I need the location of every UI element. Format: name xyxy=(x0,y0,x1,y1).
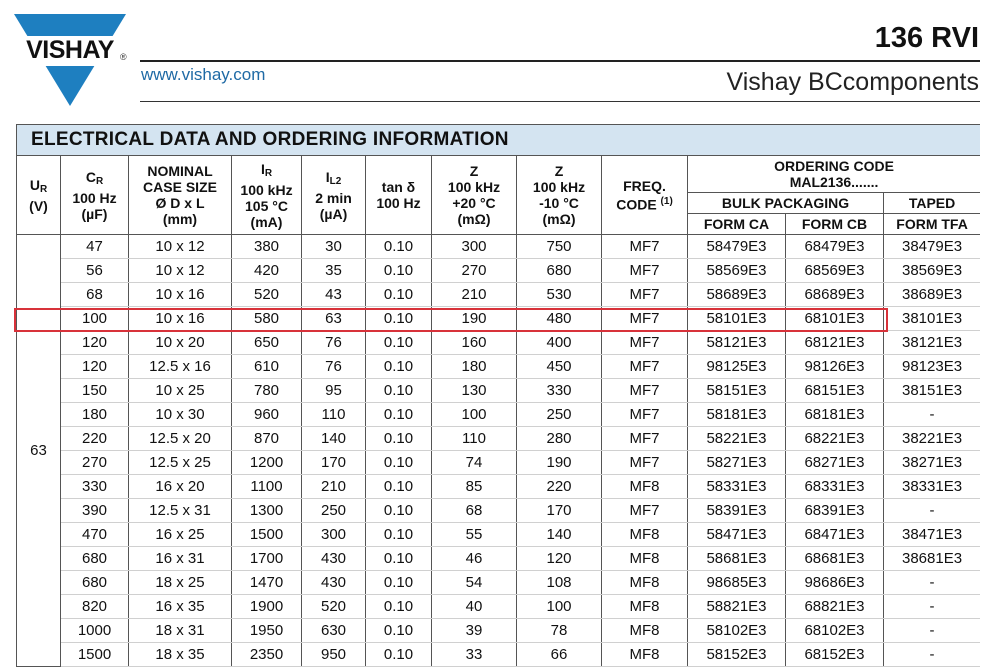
table-cell: 56 xyxy=(61,259,129,283)
table-cell: 68 xyxy=(432,499,517,523)
table-cell: 780 xyxy=(232,379,302,403)
table-cell: 40 xyxy=(432,595,517,619)
table-cell: 0.10 xyxy=(366,547,432,571)
table-cell: 300 xyxy=(432,235,517,259)
table-cell: 430 xyxy=(302,571,366,595)
table-row xyxy=(17,355,981,379)
table-cell: 0.10 xyxy=(366,283,432,307)
table-cell: 330 xyxy=(517,379,602,403)
table-cell: 38331E3 xyxy=(884,475,981,499)
table-body xyxy=(17,235,981,667)
table-cell: 330 xyxy=(61,475,129,499)
table-cell: 108 xyxy=(517,571,602,595)
table-cell: 0.10 xyxy=(366,619,432,643)
table-cell: 390 xyxy=(61,499,129,523)
table-cell: 18 x 31 xyxy=(129,619,232,643)
table-row xyxy=(17,307,981,331)
table-cell: 250 xyxy=(517,403,602,427)
table-cell: 68181E3 xyxy=(786,403,884,427)
electrical-data-table xyxy=(16,124,980,667)
table-cell: 950 xyxy=(302,643,366,667)
table-cell: - xyxy=(884,643,981,667)
table-cell: 300 xyxy=(302,523,366,547)
table-cell: 38101E3 xyxy=(884,307,981,331)
table-cell: 18 x 25 xyxy=(129,571,232,595)
table-cell: 58681E3 xyxy=(688,547,786,571)
table-cell: 680 xyxy=(61,571,129,595)
table-cell: 1200 xyxy=(232,451,302,475)
brand-logo-text: VISHAY xyxy=(26,36,114,64)
table-cell: 680 xyxy=(517,259,602,283)
table-cell: 580 xyxy=(232,307,302,331)
table-row xyxy=(17,427,981,451)
table-cell: - xyxy=(884,619,981,643)
table-cell: 68479E3 xyxy=(786,235,884,259)
table-cell: 120 xyxy=(61,355,129,379)
table-cell: MF7 xyxy=(602,451,688,475)
header-cr: $C_R$ 100 Hz (µF) xyxy=(61,156,129,235)
table-cell: 58271E3 xyxy=(688,451,786,475)
table-cell: 38121E3 xyxy=(884,331,981,355)
header-freq-code: FREQ. CODE $^{(1)}$ xyxy=(602,156,688,235)
table-cell: 68121E3 xyxy=(786,331,884,355)
table-cell: 10 x 16 xyxy=(129,283,232,307)
table-cell: 0.10 xyxy=(366,403,432,427)
electrical-data-table-container xyxy=(16,124,980,668)
table-cell: MF8 xyxy=(602,571,688,595)
table-cell: 0.10 xyxy=(366,523,432,547)
table-cell: 210 xyxy=(302,475,366,499)
table-row xyxy=(17,403,981,427)
table-cell: 55 xyxy=(432,523,517,547)
table-cell: 750 xyxy=(517,235,602,259)
table-cell: 960 xyxy=(232,403,302,427)
table-cell: 68102E3 xyxy=(786,619,884,643)
rated-voltage-cell: 63 xyxy=(17,235,61,667)
table-cell: 680 xyxy=(61,547,129,571)
table-cell: 650 xyxy=(232,331,302,355)
header-il2: $I_{L2}$ 2 min (µA) xyxy=(302,156,366,235)
table-cell: 250 xyxy=(302,499,366,523)
table-cell: MF7 xyxy=(602,499,688,523)
table-cell: 1900 xyxy=(232,595,302,619)
table-cell: 68221E3 xyxy=(786,427,884,451)
table-row xyxy=(17,283,981,307)
table-cell: 2350 xyxy=(232,643,302,667)
table-cell: 450 xyxy=(517,355,602,379)
table-row xyxy=(17,379,981,403)
header-form-tfa: FORM TFA xyxy=(884,214,981,235)
header-form-ca: FORM CA xyxy=(688,214,786,235)
table-cell: 30 xyxy=(302,235,366,259)
table-row xyxy=(17,523,981,547)
table-cell: 820 xyxy=(61,595,129,619)
table-cell: 520 xyxy=(232,283,302,307)
table-cell: - xyxy=(884,499,981,523)
table-row xyxy=(17,571,981,595)
table-cell: MF7 xyxy=(602,379,688,403)
table-cell: 170 xyxy=(302,451,366,475)
table-cell: 120 xyxy=(517,547,602,571)
table-cell: 58151E3 xyxy=(688,379,786,403)
table-cell: 85 xyxy=(432,475,517,499)
table-cell: 470 xyxy=(61,523,129,547)
table-cell: 10 x 16 xyxy=(129,307,232,331)
table-cell: 170 xyxy=(517,499,602,523)
table-cell: 480 xyxy=(517,307,602,331)
table-cell: 38271E3 xyxy=(884,451,981,475)
table-cell: 38471E3 xyxy=(884,523,981,547)
table-cell: 58102E3 xyxy=(688,619,786,643)
table-cell: 110 xyxy=(302,403,366,427)
header-ordering-code: ORDERING CODE MAL2136....... xyxy=(688,156,981,193)
table-cell: 10 x 25 xyxy=(129,379,232,403)
table-cell: 1500 xyxy=(61,643,129,667)
table-cell: 66 xyxy=(517,643,602,667)
table-cell: 0.10 xyxy=(366,235,432,259)
table-cell: 98685E3 xyxy=(688,571,786,595)
table-cell: 0.10 xyxy=(366,355,432,379)
website-link[interactable]: www.vishay.com xyxy=(141,65,266,84)
table-cell: 610 xyxy=(232,355,302,379)
table-cell: 68151E3 xyxy=(786,379,884,403)
table-cell: 98686E3 xyxy=(786,571,884,595)
table-cell: MF8 xyxy=(602,547,688,571)
table-cell: - xyxy=(884,595,981,619)
registered-mark: ® xyxy=(120,52,127,62)
header-rule xyxy=(140,60,980,62)
table-cell: 78 xyxy=(517,619,602,643)
table-cell: - xyxy=(884,571,981,595)
header-tan-delta: tan δ 100 Hz xyxy=(366,156,432,235)
table-cell: 1500 xyxy=(232,523,302,547)
table-cell: MF7 xyxy=(602,283,688,307)
table-cell: 0.10 xyxy=(366,475,432,499)
table-cell: 10 x 30 xyxy=(129,403,232,427)
table-cell: 0.10 xyxy=(366,259,432,283)
table-cell: 270 xyxy=(61,451,129,475)
table-cell: 68331E3 xyxy=(786,475,884,499)
table-cell: 58331E3 xyxy=(688,475,786,499)
table-cell: 0.10 xyxy=(366,571,432,595)
header-ir: $I_R$ 100 kHz 105 °C (mA) xyxy=(232,156,302,235)
table-cell: 58152E3 xyxy=(688,643,786,667)
table-cell: 180 xyxy=(432,355,517,379)
table-cell: 520 xyxy=(302,595,366,619)
header-z-minus10c: Z 100 kHz -10 °C (mΩ) xyxy=(517,156,602,235)
table-cell: 43 xyxy=(302,283,366,307)
table-cell: 58181E3 xyxy=(688,403,786,427)
table-row xyxy=(17,547,981,571)
table-cell: 0.10 xyxy=(366,499,432,523)
table-cell: 38569E3 xyxy=(884,259,981,283)
header-z-20c: Z 100 kHz +20 °C (mΩ) xyxy=(432,156,517,235)
table-cell: 270 xyxy=(432,259,517,283)
table-cell: 68101E3 xyxy=(786,307,884,331)
table-cell: 120 xyxy=(61,331,129,355)
table-cell: 68689E3 xyxy=(786,283,884,307)
table-cell: 140 xyxy=(302,427,366,451)
table-cell: MF7 xyxy=(602,403,688,427)
table-cell: 530 xyxy=(517,283,602,307)
table-cell: 58121E3 xyxy=(688,331,786,355)
table-cell: 68152E3 xyxy=(786,643,884,667)
table-cell: MF8 xyxy=(602,643,688,667)
document-number: 136 RVI xyxy=(874,22,979,54)
table-cell: 58821E3 xyxy=(688,595,786,619)
table-cell: MF7 xyxy=(602,331,688,355)
table-cell: 430 xyxy=(302,547,366,571)
table-cell: 1950 xyxy=(232,619,302,643)
table-cell: 870 xyxy=(232,427,302,451)
table-cell: 210 xyxy=(432,283,517,307)
table-cell: 12.5 x 16 xyxy=(129,355,232,379)
table-row xyxy=(17,475,981,499)
header-bulk-packaging: BULK PACKAGING xyxy=(688,193,884,214)
table-cell: 12.5 x 31 xyxy=(129,499,232,523)
company-name: Vishay BCcomponents xyxy=(726,68,979,96)
table-cell: 98126E3 xyxy=(786,355,884,379)
section-title: ELECTRICAL DATA AND ORDERING INFORMATION xyxy=(17,125,981,156)
table-cell: 130 xyxy=(432,379,517,403)
table-cell: 58391E3 xyxy=(688,499,786,523)
table-row xyxy=(17,235,981,259)
table-cell: MF7 xyxy=(602,259,688,283)
table-cell: 63 xyxy=(302,307,366,331)
table-cell: 630 xyxy=(302,619,366,643)
table-cell: 110 xyxy=(432,427,517,451)
table-cell: 1470 xyxy=(232,571,302,595)
table-cell: 54 xyxy=(432,571,517,595)
table-cell: 68271E3 xyxy=(786,451,884,475)
table-cell: MF7 xyxy=(602,307,688,331)
table-cell: 58101E3 xyxy=(688,307,786,331)
table-row xyxy=(17,331,981,355)
header-rule-lower xyxy=(140,101,980,102)
table-cell: 380 xyxy=(232,235,302,259)
table-cell: 190 xyxy=(432,307,517,331)
table-cell: 1300 xyxy=(232,499,302,523)
table-cell: 58471E3 xyxy=(688,523,786,547)
table-cell: 46 xyxy=(432,547,517,571)
table-cell: 0.10 xyxy=(366,331,432,355)
table-cell: 76 xyxy=(302,355,366,379)
table-cell: MF8 xyxy=(602,475,688,499)
table-cell: 95 xyxy=(302,379,366,403)
table-cell: 0.10 xyxy=(366,307,432,331)
table-cell: 180 xyxy=(61,403,129,427)
table-cell: 0.10 xyxy=(366,379,432,403)
table-cell: 280 xyxy=(517,427,602,451)
table-cell: 98125E3 xyxy=(688,355,786,379)
table-cell: 1100 xyxy=(232,475,302,499)
table-cell: 16 x 31 xyxy=(129,547,232,571)
table-cell: 220 xyxy=(61,427,129,451)
table-cell: 150 xyxy=(61,379,129,403)
table-cell: 68391E3 xyxy=(786,499,884,523)
table-cell: MF7 xyxy=(602,355,688,379)
table-cell: 58569E3 xyxy=(688,259,786,283)
table-cell: 0.10 xyxy=(366,643,432,667)
table-cell: 47 xyxy=(61,235,129,259)
header-taped: TAPED xyxy=(884,193,981,214)
table-cell: 38151E3 xyxy=(884,379,981,403)
table-cell: 74 xyxy=(432,451,517,475)
table-row xyxy=(17,451,981,475)
table-cell: 420 xyxy=(232,259,302,283)
table-cell: 38689E3 xyxy=(884,283,981,307)
table-cell: 160 xyxy=(432,331,517,355)
header-form-cb: FORM CB xyxy=(786,214,884,235)
table-cell: 16 x 20 xyxy=(129,475,232,499)
table-cell: 76 xyxy=(302,331,366,355)
table-cell: 100 xyxy=(61,307,129,331)
table-cell: MF7 xyxy=(602,427,688,451)
table-row xyxy=(17,499,981,523)
table-cell: 68569E3 xyxy=(786,259,884,283)
table-cell: 39 xyxy=(432,619,517,643)
table-cell: 12.5 x 20 xyxy=(129,427,232,451)
table-cell: MF8 xyxy=(602,595,688,619)
table-cell: 12.5 x 25 xyxy=(129,451,232,475)
table-cell: 0.10 xyxy=(366,451,432,475)
table-row xyxy=(17,259,981,283)
table-cell: 220 xyxy=(517,475,602,499)
table-cell: 68681E3 xyxy=(786,547,884,571)
table-cell: 38479E3 xyxy=(884,235,981,259)
table-row xyxy=(17,619,981,643)
table-cell: 1700 xyxy=(232,547,302,571)
table-cell: 0.10 xyxy=(366,427,432,451)
table-row xyxy=(17,643,981,667)
table-cell: 400 xyxy=(517,331,602,355)
table-cell: 10 x 12 xyxy=(129,235,232,259)
table-cell: 68821E3 xyxy=(786,595,884,619)
table-cell: 16 x 35 xyxy=(129,595,232,619)
table-cell: 0.10 xyxy=(366,595,432,619)
header-ur: $U_R$ (V) xyxy=(17,156,61,235)
header-case-size: NOMINAL CASE SIZE Ø D x L (mm) xyxy=(129,156,232,235)
table-cell: 10 x 12 xyxy=(129,259,232,283)
table-cell: 35 xyxy=(302,259,366,283)
table-cell: 68471E3 xyxy=(786,523,884,547)
table-cell: 100 xyxy=(432,403,517,427)
table-cell: 140 xyxy=(517,523,602,547)
table-cell: - xyxy=(884,403,981,427)
table-cell: 38221E3 xyxy=(884,427,981,451)
table-cell: 98123E3 xyxy=(884,355,981,379)
table-cell: 38681E3 xyxy=(884,547,981,571)
table-cell: 58689E3 xyxy=(688,283,786,307)
table-cell: 58221E3 xyxy=(688,427,786,451)
table-cell: 18 x 35 xyxy=(129,643,232,667)
table-cell: 100 xyxy=(517,595,602,619)
table-cell: 1000 xyxy=(61,619,129,643)
table-cell: 16 x 25 xyxy=(129,523,232,547)
table-cell: 68 xyxy=(61,283,129,307)
table-cell: 190 xyxy=(517,451,602,475)
table-cell: 58479E3 xyxy=(688,235,786,259)
table-cell: MF8 xyxy=(602,619,688,643)
table-cell: 33 xyxy=(432,643,517,667)
table-cell: MF7 xyxy=(602,235,688,259)
table-cell: 10 x 20 xyxy=(129,331,232,355)
table-cell: MF8 xyxy=(602,523,688,547)
table-row xyxy=(17,595,981,619)
